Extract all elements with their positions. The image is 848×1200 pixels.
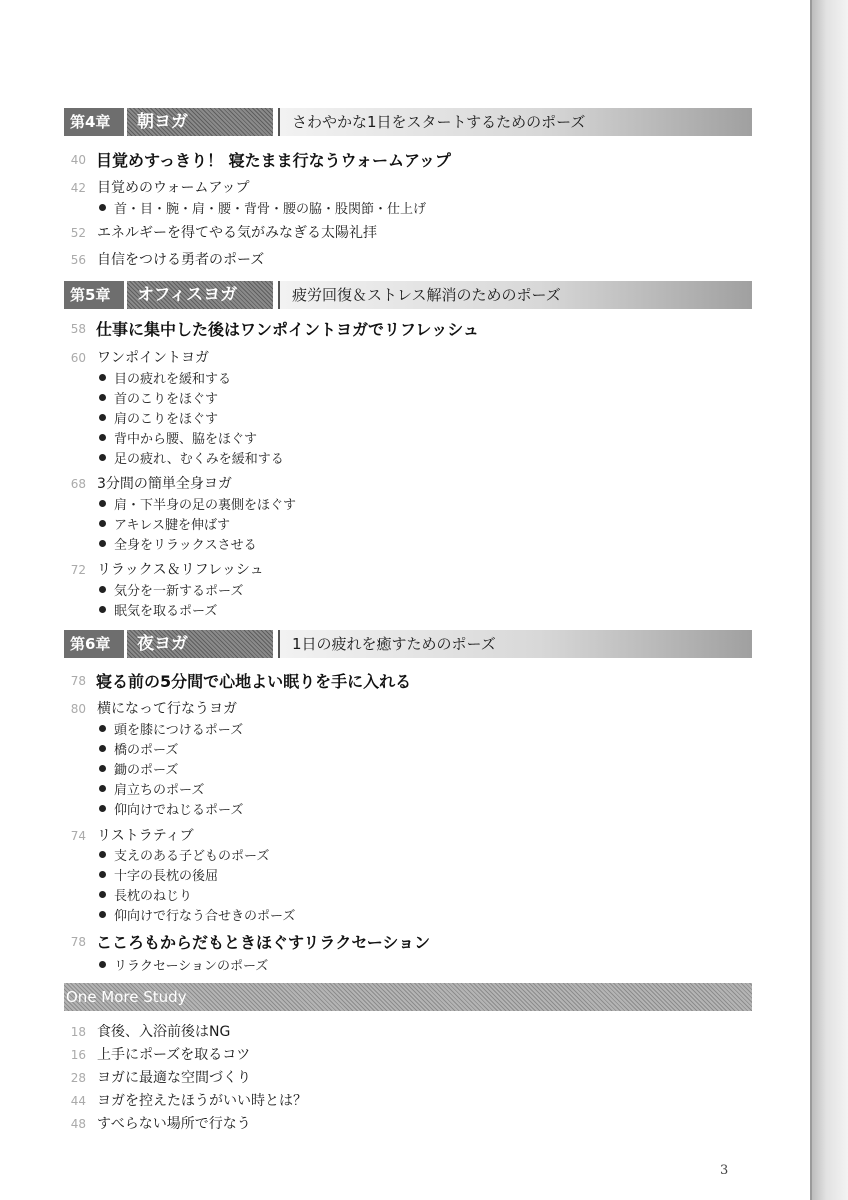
section-heading: 仕事に集中した後はワンポイントヨガでリフレッシュ [96, 320, 479, 339]
bullet-dot [99, 394, 106, 401]
page-number: 42 [70, 181, 86, 195]
bullet-item: 仰向けで行なう合せきのポーズ [99, 905, 295, 924]
bullet-item: 橋のポーズ [99, 739, 178, 758]
page-number: 56 [70, 253, 86, 267]
chapter-6-number: 第6章 [64, 630, 124, 658]
study-item: すべらない場所で行なう [97, 1116, 251, 1132]
bullet-item: 目の疲れを緩和する [99, 368, 231, 387]
bullet-dot [99, 500, 106, 507]
chapter-6-title: 夜ヨガ [127, 630, 273, 658]
page-number: 60 [70, 351, 86, 365]
bullet-item: 肩のこりをほぐす [99, 408, 218, 427]
toc-item: 目覚めのウォームアップ [97, 180, 250, 196]
page-number: 40 [70, 153, 86, 167]
bullet-dot [99, 745, 106, 752]
page-number: 44 [70, 1094, 86, 1108]
study-item: 上手にポーズを取るコツ [97, 1047, 251, 1063]
bullet-dot [99, 961, 106, 968]
chapter-4-subtitle: さわやかな1日をスタートするためのポーズ [278, 108, 752, 136]
study-item: ヨガを控えたほうがいい時とは？ [97, 1093, 307, 1109]
bullet-item: 気分を一新するポーズ [99, 580, 243, 599]
page-number: 52 [70, 226, 86, 240]
bullet-dot [99, 911, 106, 918]
toc-item: リラックス＆リフレッシュ [97, 562, 264, 578]
study-item: 食後、入浴前後はNG [97, 1024, 231, 1040]
bullet-item: 頭を膝につけるポーズ [99, 719, 243, 738]
bullet-dot [99, 414, 106, 421]
bullet-dot [99, 785, 106, 792]
bullet-dot [99, 540, 106, 547]
bullet-item: 鋤のポーズ [99, 759, 178, 778]
page-number: 80 [70, 702, 86, 716]
bullet-item: アキレス腱を伸ばす [99, 514, 230, 533]
toc-item: ワンポイントヨガ [97, 350, 209, 366]
page-number: 58 [70, 322, 86, 336]
chapter-5-number: 第5章 [64, 281, 124, 309]
bullet-item: 背中から腰、脇をほぐす [99, 428, 257, 447]
toc-item: リストラティブ [97, 828, 194, 844]
page-number: 78 [70, 674, 86, 688]
page-number: 68 [70, 477, 86, 491]
bullet-item: 首・目・腕・肩・腰・背骨・腰の脇・股関節・仕上げ [99, 198, 426, 217]
bullet-dot [99, 871, 106, 878]
page-number: 28 [70, 1071, 86, 1085]
toc-item: 自信をつける勇者のポーズ [97, 252, 265, 268]
chapter-4-title: 朝ヨガ [127, 108, 273, 136]
bullet-item: 肩立ちのポーズ [99, 779, 204, 798]
toc-item: 3分間の簡単全身ヨガ [97, 476, 232, 492]
section-heading: 寝る前の5分間で心地よい眠りを手に入れる [96, 672, 412, 691]
bullet-item: 長枕のねじり [99, 885, 192, 904]
page-number: 74 [70, 829, 86, 843]
bullet-dot [99, 434, 106, 441]
page-number: 16 [70, 1048, 86, 1062]
bullet-dot [99, 765, 106, 772]
toc-item: 横になって行なうヨガ [97, 701, 237, 717]
bullet-item: 全身をリラックスさせる [99, 534, 257, 553]
folio-page-number: 3 [720, 1163, 729, 1178]
bullet-item: 仰向けでねじるポーズ [99, 799, 243, 818]
bullet-dot [99, 805, 106, 812]
one-more-study-header: One More Study [64, 983, 752, 1011]
bullet-dot [99, 454, 106, 461]
bullet-item: 十字の長枕の後屈 [99, 865, 218, 884]
bullet-item: 支えのある子どものポーズ [99, 845, 269, 864]
page-number: 78 [70, 935, 86, 949]
section-heading: こころもからだもときほぐすリラクセーション [96, 933, 431, 952]
bullet-item: 眠気を取るポーズ [99, 600, 217, 619]
study-item: ヨガに最適な空間づくり [97, 1070, 251, 1086]
chapter-6-subtitle: 1日の疲れを癒すためのポーズ [278, 630, 752, 658]
bullet-dot [99, 606, 106, 613]
page-number: 72 [70, 563, 86, 577]
bullet-dot [99, 891, 106, 898]
section-heading: 目覚めすっきり！ 寝たまま行なうウォームアップ [96, 151, 451, 170]
page-number: 18 [70, 1025, 86, 1039]
bullet-item: 肩・下半身の足の裏側をほぐす [99, 494, 296, 513]
bullet-item: リラクセーションのポーズ [99, 955, 268, 974]
chapter-5-title: オフィスヨガ [127, 281, 273, 309]
bullet-dot [99, 851, 106, 858]
bullet-dot [99, 204, 106, 211]
book-spine-edge [812, 0, 848, 1200]
bullet-dot [99, 725, 106, 732]
bullet-item: 足の疲れ、むくみを緩和する [99, 448, 284, 467]
bullet-item: 首のこりをほぐす [99, 388, 218, 407]
page-number: 48 [70, 1117, 86, 1131]
bullet-dot [99, 520, 106, 527]
bullet-dot [99, 374, 106, 381]
toc-item: エネルギーを得てやる気がみなぎる太陽礼拝 [97, 225, 377, 241]
chapter-5-subtitle: 疲労回復＆ストレス解消のためのポーズ [278, 281, 752, 309]
bullet-dot [99, 586, 106, 593]
chapter-4-number: 第4章 [64, 108, 124, 136]
